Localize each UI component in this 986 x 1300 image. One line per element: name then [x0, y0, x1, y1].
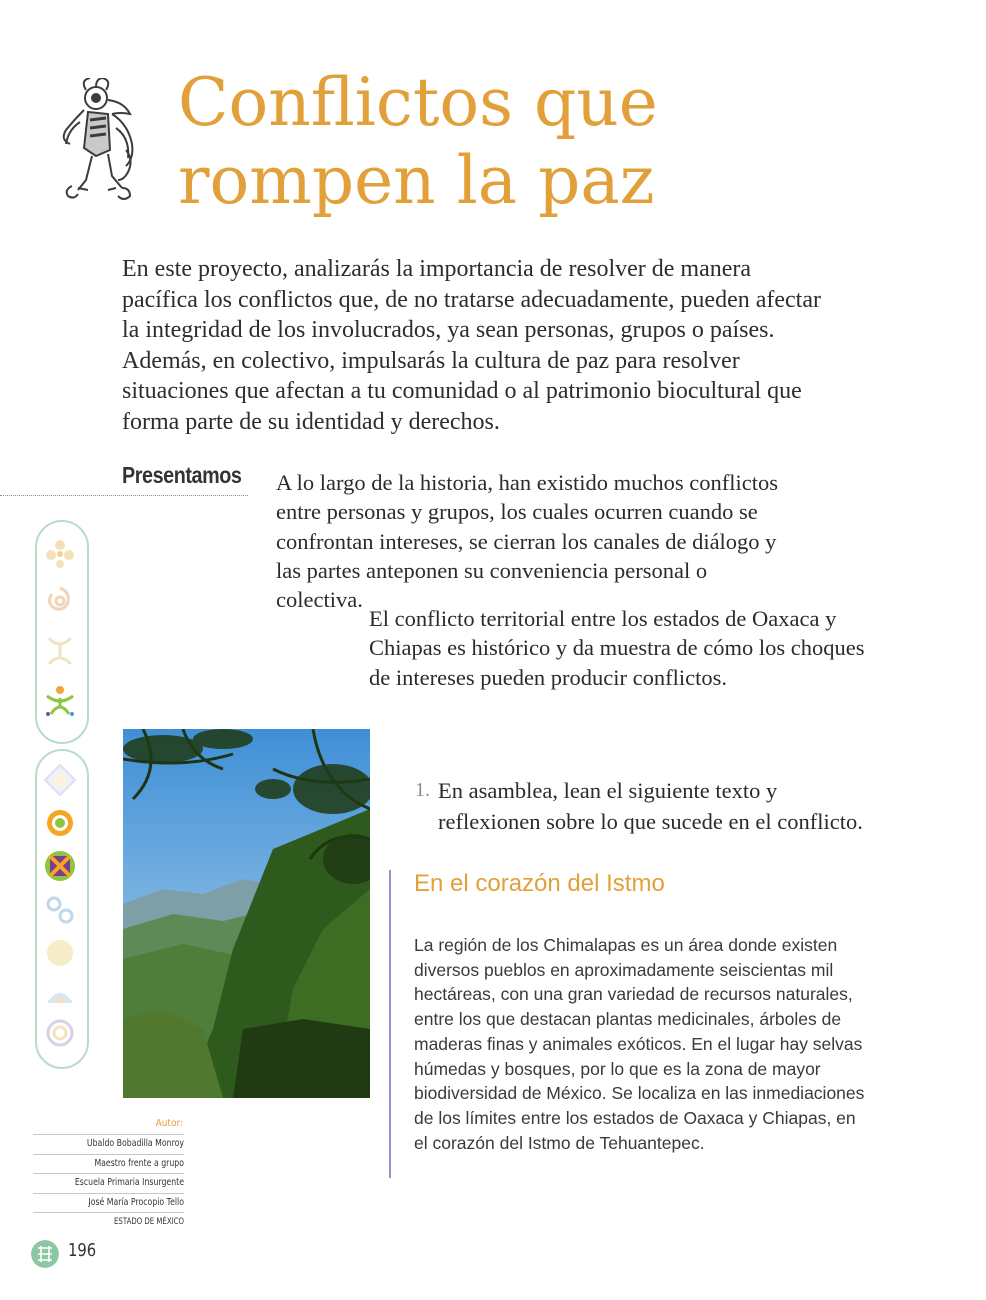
diamond-icon [43, 763, 77, 797]
flower-icon [43, 537, 77, 571]
instruction-text: En asamblea, lean el siguiente texto y reflexionen sobre lo que sucede en el conflicto. [438, 778, 863, 834]
page-title [178, 64, 878, 220]
mesoamerican-figure-icon [56, 78, 148, 206]
section-heading: Presentamos [122, 462, 242, 488]
bird-icon [43, 979, 77, 1013]
title-line-1: Conflictos que [178, 64, 658, 141]
sun-swirl-icon [43, 584, 77, 618]
section-paragraph-1: A lo largo de la historia, han existido muchos conflictos entre personas y grupos, los cuales ocurren cuando se confrontan intereses, se cierran los canales de diálogo y las partes anteponen su conveniencia personal o colectiva. [276, 470, 778, 613]
figure-icon [43, 634, 77, 668]
callout-title: En el corazón del Istmo [414, 870, 665, 897]
section-divider [0, 495, 248, 496]
circles-icon [43, 893, 77, 927]
face-icon [43, 936, 77, 970]
author-state: ESTADO DE MÉXICO [33, 1212, 184, 1232]
person-leaf-icon [43, 684, 77, 718]
author-credits [0, 1134, 184, 1232]
author-role: Maestro frente a grupo [33, 1154, 184, 1174]
spiral-icon [43, 1016, 77, 1050]
author-school: Escuela Primaria Insurgente [33, 1173, 184, 1193]
ring-icon [43, 806, 77, 840]
section-paragraph-2: El conflicto territorial entre los estados de Oaxaca y Chiapas es histórico y da muestra de cómo los choques de intereses pueden producir conflictos. [369, 606, 865, 690]
activity-instruction [415, 775, 875, 837]
callout-body: La región de los Chimalapas es un área donde existen diversos pueblos en aproximadamente seiscientas mil hectáreas, con una gran variedad de recursos naturales, entre los que destacan plantas medicinales, árboles de maderas finas y animales exóticos. En el lugar hay selvas húmedas y bosques, por lo que es la zona de mayor biodiversidad de México. Se localiza en las inmediaciones de los límites entre los estados de Oaxaca y Chiapas, en el corazón del Istmo de Tehuantepec. [414, 935, 865, 1153]
author-label: Autor: [155, 1118, 183, 1129]
title-line-2: rompen la paz [178, 142, 655, 219]
author-school-name: José María Procopio Tello [33, 1193, 184, 1213]
intro-paragraph: En este proyecto, analizarás la importancia de resolver de manera pacífica los conflictos que, de no tratarse adecuadamente, pueden afectar la integridad de los involucrados, ya sean personas, grupos o países. Además, en colectivo, impulsarás la cultura de paz para resolver situaciones que afectan a tu comunidad o al patrimonio biocultural que forma parte de su identidad y derechos. [122, 256, 821, 435]
author-name: Ubaldo Bobadilla Monroy [33, 1134, 184, 1154]
page-badge-icon [31, 1240, 59, 1268]
x-square-icon [43, 849, 77, 883]
forest-photo [123, 729, 370, 1098]
page-number: 196 [68, 1240, 97, 1261]
callout-bar [389, 870, 391, 1178]
instruction-number: 1. [415, 779, 430, 801]
